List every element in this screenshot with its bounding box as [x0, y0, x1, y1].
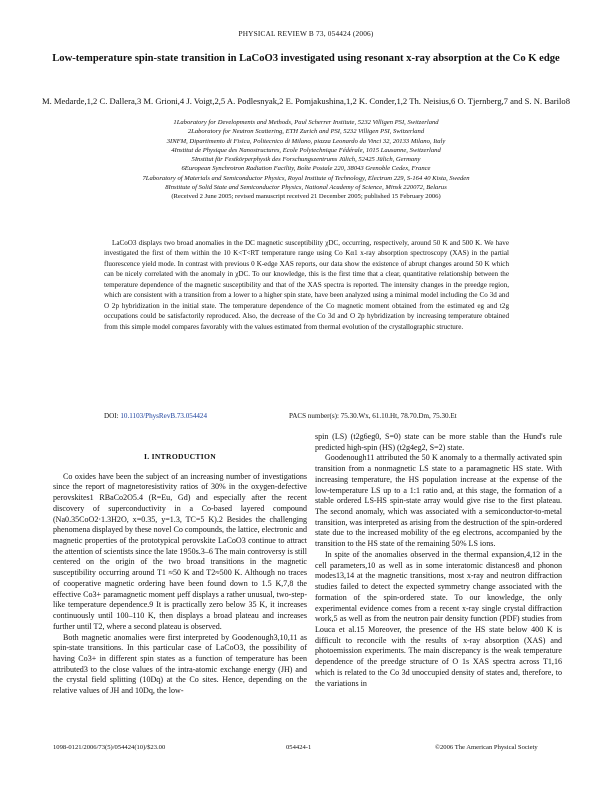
affiliation: 8Institute of Solid State and Semiconductor Physics, National Academy of Science, Minsk 220072, Belarus [165, 184, 447, 192]
affiliation: 4Institut de Physique des Nanostructures, Ecole Polytechnique Fédérale, 1015 Lausanne, Switzerland [171, 146, 441, 154]
running-header: PHYSICAL REVIEW B 73, 054424 (2006) [238, 29, 374, 38]
footer-page-number: 054424-1 [286, 744, 312, 751]
abstract: LaCoO3 displays two broad anomalies in the DC magnetic susceptibility χDC, occurring, respectively, around 50 K and 500 K. We have investigated the first of them within the 10 K<T<RT temperature range using Co Kα1 x-ray absorption spectroscopy (XAS) in the partial fluorescence yield mode. In contrast with previous 0 K-edge XAS reports, our data show the existence of abrupt changes around 50 K which can be nicely correlated with the anomaly in χDC. To our knowledge, this is the first time that a clear, quantitative relationship between the temperature dependence of the magnetic susceptibility and that of the XAS spectra is reported. The intensity changes in the preedge region, which are consistent with a transition from a lower to a higher spin state, have been analyzed using a minimal model including the Co 3d and O 2p hybridization in the initial state. The temperature dependence of the Co magnetic moment obtained from the estimated eg and t2g occupations could be satisfactorily reproduced. Also, the decrease of the Co 3d and O 2p hybridization by increasing temperature obtained from this simple model compares favorably with the values estimated from thermal evolution of the crystallographic structure. [104, 239, 509, 331]
affiliation: 7Laboratory of Materials and Semiconductor Physics, Royal Institute of Technology, Electrum 229, S-164 40 Kista, Sweden [142, 174, 470, 182]
paragraph: Co oxides have been the subject of an increasing number of investigations since the report of magnetoresistivity ratios of 30% in the oxygen-defective perovskites1 RBaCo2O5.4 (R=Eu, Gd) and especially after the recent discovery of superconductivity in a Co-based layered compound (Na0.35CoO2·1.3H2O, x=0.35, y=1.3, TC=5 K).2 Besides the challenging phenomena displayed by these novel Co compounds, the lattice, electronic and magnetic properties of the prototypical perovskite LaCoO3 continue to attract the attention of scientists since the late 1950s.3–6 The main controversy is still centered on the origin of the two broad transitions in the magnetic susceptibility occurring around T1 ≈50 K and T2≈500 K. Although no traces of cooperative magnetic ordering have been found down to 1.5 K,7,8 the effective Co3+ paramagnetic moment μeff displays a rather unusual, two-step-like temperature dependence.9 It is practically zero below 35 K, it increases continuously until 100–110 K, then displays a broad plateau and increases further until T2, where a second plateau is observed. [53, 471, 307, 631]
affiliation: 5Institut für Festkörperphysik des Forschungszentrums Jülich, 52425 Jülich, Germany [191, 156, 421, 164]
footer-copyright: ©2006 The American Physical Society [435, 744, 538, 751]
paragraph: In spite of the anomalies observed in the thermal expansion,4,12 in the cell parameters,10 as well as in some interatomic distances8 and phonon modes13,14 at the magnetic transitions, most x-ray and neutron diffraction studies failed to detect the expected symmetry change associated with the formation of the spin-ordered state. To our knowledge, the only experimental evidence comes from a recent x-ray single crystal diffraction work,5 as well as from the neutron pair density function (PDF) studies from Louca et al.15 Moreover, the presence of the HS state below 400 K is difficult to reconcile with the results of x-ray absorption (XAS) and photoemission experiments. The main discrepancy is the weak temperature dependence of the preedge structure of O 1s XAS spectra across T1,16 which is related to the Co 3d unoccupied density of states and, therefore, to the variations in [315, 549, 562, 688]
doi-line [104, 412, 207, 420]
paragraph: Both magnetic anomalies were first interpreted by Goodenough3,10,11 as spin-state transitions. In this particular case of LaCoO3, the possibility of having Co3+ in different spin states as a function of temperature has been attributed3 to the close values of the intra-atomic exchange energy (JH) and the crystal field splitting (10Dq) at the Co sites. Hence, depending on the relative values of JH and 10Dq, the low- [53, 632, 307, 696]
footer-issn: 1098-0121/2006/73(5)/054424(10)/$23.00 [53, 744, 166, 751]
doi-label: DOI: [104, 412, 119, 420]
affiliation: 3INFM, Dipartimento di Fisica, Politecnico di Milano, piazza Leonardo da Vinci 32, 20133 Milano, Italy [166, 137, 446, 145]
body-column-right [315, 432, 562, 689]
author-list: M. Medarde,1,2 C. Dallera,3 M. Grioni,4 J. Voigt,2,5 A. Podlesnyak,2 E. Pomjakushina,1,2 K. Conder,1,2 Th. Neisius,6 O. Tjernberg,7 and S. N. Barilo8 [41, 96, 571, 106]
body-column-left [53, 452, 307, 697]
paragraph: spin (LS) (t2g6eg0, S=0) state can be more stable than the Hund's rule predicted high-spin (HS) (t2g4eg2, S=2) state. [315, 432, 562, 452]
received-dates: (Received 2 June 2005; revised manuscript received 21 December 2005; published 15 February 2006) [171, 193, 441, 201]
doi-link[interactable]: 10.1103/PhysRevB.73.054424 [120, 412, 208, 420]
pacs-numbers: PACS number(s): 75.30.Wx, 61.10.Ht, 78.70.Dm, 75.30.Et [289, 412, 457, 420]
affiliation: 2Laboratory for Neutron Scattering, ETH Zurich and PSI, 5232 Villigen PSI, Switzerland [187, 128, 425, 136]
paragraph: Goodenough11 attributed the 50 K anomaly to a thermally activated spin transition from a nonmagnetic LS state to a paramagnetic HS state. With increasing temperature, the HS population increase at the expense of the low-temperature LS up to a 1:1 ratio and, at this stage, the formation of a stable ordered LS-HS spin-state array would give rise to the first plateau. The second anomaly, which was associated with a semiconductor-to-metal transition, was interpreted as arising from the destruction of the spin-ordered state due to the increased mobility of the eg electrons, accompanied by the transition to the HS state of the remaining 50% LS ions. [315, 453, 562, 549]
section-heading: I. INTRODUCTION [143, 452, 216, 461]
paper-title: Low-temperature spin-state transition in LaCoO3 investigated using resonant x-ray absorption at the Co K edge [52, 53, 560, 64]
affiliations [30, 118, 582, 202]
affiliation: 6European Synchrotron Radiation Facility, Boîte Postale 220, 38043 Grenoble Cedex, France [181, 165, 431, 173]
affiliation: 1Laboratory for Developments and Methods, Paul Scherrer Institute, 5232 Villigen PSI, Switzerland [173, 119, 439, 126]
